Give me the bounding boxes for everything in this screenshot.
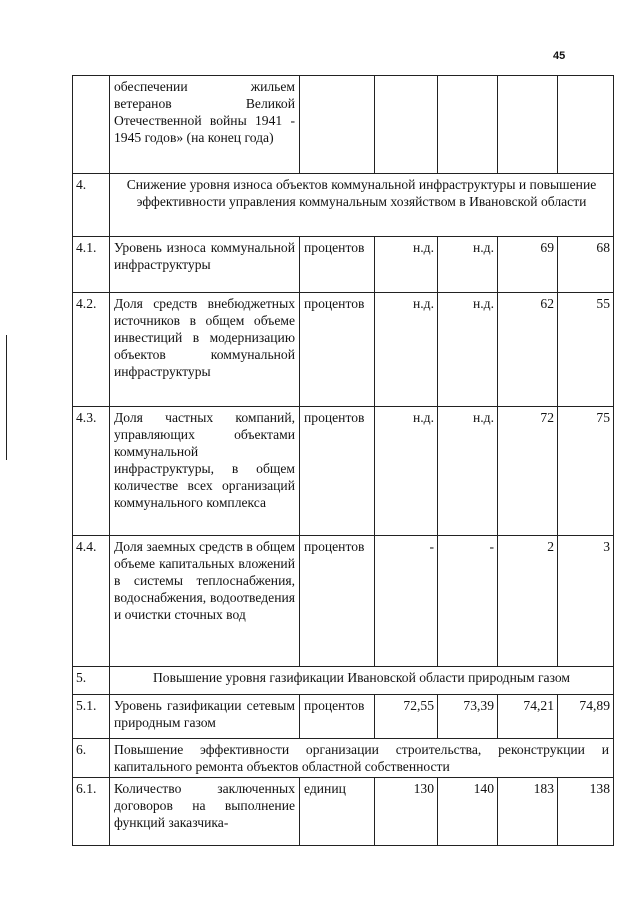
row-number: 6.1. [73, 778, 110, 846]
row-number: 5. [73, 667, 110, 695]
section-title: Снижение уровня износа объектов коммунальной инфраструктуры и повышение эффективности управления коммунальным хозяйством в Ивановской области [110, 174, 614, 237]
unit-cell [300, 76, 375, 174]
table-row [73, 536, 614, 667]
scan-artifact-line [6, 335, 7, 460]
table-row [73, 293, 614, 407]
unit-cell: процентов [300, 293, 375, 407]
section-title: Повышение эффективности организации строительства, реконструкции и капитального ремонта объектов областной собственности [110, 739, 614, 778]
value-cell-v2: н.д. [438, 407, 498, 536]
row-number: 4.3. [73, 407, 110, 536]
value-cell-v1: 72,55 [375, 695, 438, 739]
indicator-name: Доля частных компаний, управляющих объектами коммунальной инфраструктуры, в общем количестве всех организаций коммунального комплекса [110, 407, 300, 536]
section-row [73, 667, 614, 695]
value-cell-v1: - [375, 536, 438, 667]
row-number: 5.1. [73, 695, 110, 739]
table-row [73, 237, 614, 293]
value-cell-v1: н.д. [375, 237, 438, 293]
value-cell-v2 [438, 76, 498, 174]
value-cell-v1: н.д. [375, 407, 438, 536]
row-number: 4.2. [73, 293, 110, 407]
value-cell-v4: 68 [558, 237, 614, 293]
value-cell-v2: н.д. [438, 237, 498, 293]
section-row [73, 174, 614, 237]
value-cell-v4: 3 [558, 536, 614, 667]
value-cell-v1 [375, 76, 438, 174]
table-row [73, 407, 614, 536]
indicator-name: обеспечении жильем ветеранов Великой Отечественной войны 1941 - 1945 годов» (на конец года) [110, 76, 300, 174]
value-cell-v2: - [438, 536, 498, 667]
unit-cell: процентов [300, 536, 375, 667]
table-row [73, 778, 614, 846]
unit-cell: единиц [300, 778, 375, 846]
value-cell-v3: 183 [498, 778, 558, 846]
value-cell-v2: н.д. [438, 293, 498, 407]
indicator-name: Доля заемных средств в общем объеме капитальных вложений в системы теплоснабжения, водоснабжения, водоотведения и очистки сточных вод [110, 536, 300, 667]
row-number: 4.1. [73, 237, 110, 293]
row-number [73, 76, 110, 174]
row-number: 4.4. [73, 536, 110, 667]
row-number: 6. [73, 739, 110, 778]
value-cell-v3: 74,21 [498, 695, 558, 739]
value-cell-v2: 140 [438, 778, 498, 846]
indicators-table [72, 75, 614, 846]
value-cell-v3: 62 [498, 293, 558, 407]
value-cell-v3: 69 [498, 237, 558, 293]
value-cell-v4: 75 [558, 407, 614, 536]
indicator-name: Доля средств внебюджетных источников в общем объеме инвестиций в модернизацию объектов коммунальной инфраструктуры [110, 293, 300, 407]
page-number: 45 [553, 50, 566, 62]
value-cell-v4: 55 [558, 293, 614, 407]
indicator-name: Количество заключенных договоров на выполнение функций заказчика- [110, 778, 300, 846]
value-cell-v4: 138 [558, 778, 614, 846]
indicator-name: Уровень газификации сетевым природным газом [110, 695, 300, 739]
section-row [73, 739, 614, 778]
value-cell-v2: 73,39 [438, 695, 498, 739]
value-cell-v1: 130 [375, 778, 438, 846]
value-cell-v3 [498, 76, 558, 174]
unit-cell: процентов [300, 695, 375, 739]
indicator-name: Уровень износа коммунальной инфраструктуры [110, 237, 300, 293]
value-cell-v4: 74,89 [558, 695, 614, 739]
table-row [73, 695, 614, 739]
table-row [73, 76, 614, 174]
unit-cell: процентов [300, 407, 375, 536]
value-cell-v3: 2 [498, 536, 558, 667]
value-cell-v3: 72 [498, 407, 558, 536]
section-title: Повышение уровня газификации Ивановской области природным газом [110, 667, 614, 695]
value-cell-v1: н.д. [375, 293, 438, 407]
unit-cell: процентов [300, 237, 375, 293]
row-number: 4. [73, 174, 110, 237]
value-cell-v4 [558, 76, 614, 174]
